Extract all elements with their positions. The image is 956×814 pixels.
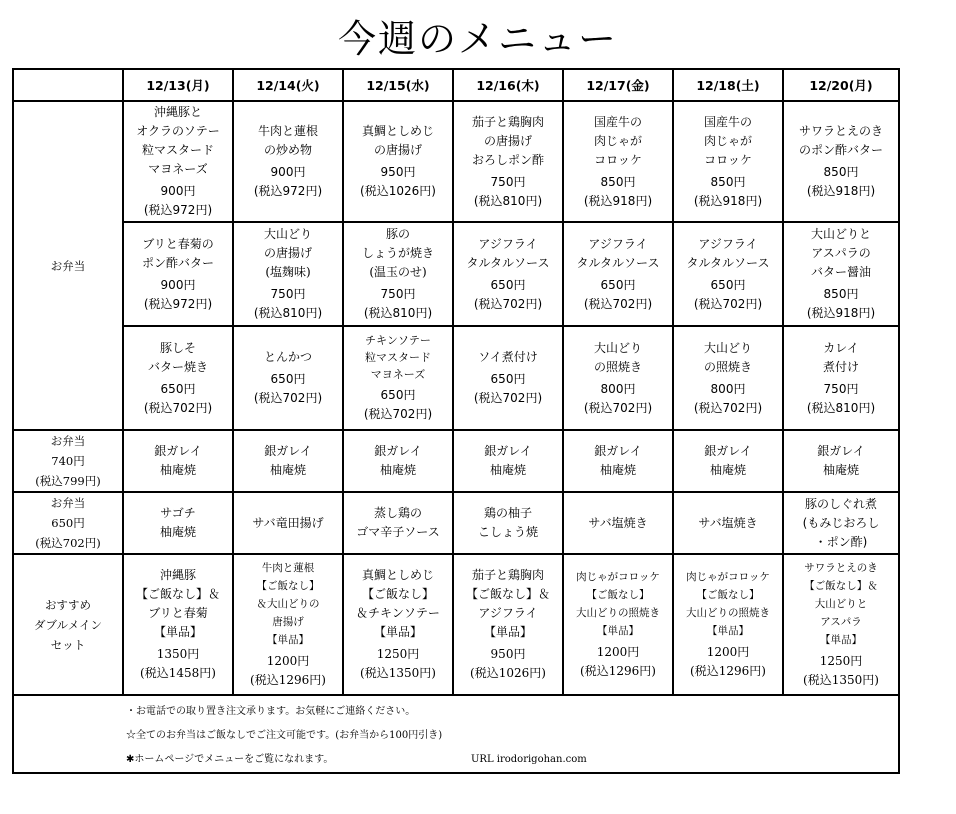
menu-cell xyxy=(343,326,453,430)
dish-name: 蒸し鶏の xyxy=(373,506,422,520)
label-line: (税込799円) xyxy=(35,474,101,488)
price: 900円 xyxy=(270,165,306,179)
date-header: 12/14(火) xyxy=(233,69,343,101)
dish-name: 真鯛としめじ xyxy=(361,124,434,138)
dish-name: のポン酢バター xyxy=(798,143,883,157)
dish-name: 沖縄豚 xyxy=(159,568,196,582)
dish-name: 銀ガレイ xyxy=(374,444,422,458)
dish-name: 国産牛の xyxy=(593,114,642,129)
price: 950円 xyxy=(490,647,526,661)
menu-cell xyxy=(233,326,343,430)
price-with-tax: (税込810円) xyxy=(806,400,876,415)
price: 650円 xyxy=(490,372,526,386)
dish-name: アスパラの xyxy=(811,246,871,260)
label-line: おすすめ xyxy=(44,597,92,612)
dish-name: 大山どり xyxy=(593,340,642,355)
dish-name: 豚のしぐれ煮 xyxy=(804,496,877,511)
double-main-label xyxy=(13,554,123,695)
dish-name: 真鯛としめじ xyxy=(361,568,434,582)
menu-cell xyxy=(233,554,343,695)
price: 650円 xyxy=(710,277,746,292)
dish-name: (もみじおろし xyxy=(802,515,880,530)
dish-name: 【ご飯なし】 xyxy=(256,580,320,592)
dish-name: 鶏の柚子 xyxy=(483,506,532,520)
dish-name: タルタルソース xyxy=(576,255,660,270)
dish-name: バター焼き xyxy=(147,359,208,374)
dish-name: 肉じゃがコロッケ xyxy=(576,571,660,583)
dish-name: 柚庵焼 xyxy=(379,463,416,477)
dish-name: 銀ガレイ xyxy=(484,444,532,458)
label-line: 740円 xyxy=(51,454,85,468)
menu-cell xyxy=(453,554,563,695)
price: 800円 xyxy=(710,381,746,396)
price-with-tax: (税込1026円) xyxy=(360,184,436,198)
notes-row xyxy=(13,695,899,773)
dish-name: マヨネーズ xyxy=(370,368,426,381)
dish-name: 大山どりの照焼き xyxy=(686,607,770,619)
dish-name: 銀ガレイ xyxy=(817,444,865,458)
price-with-tax: (税込702円) xyxy=(473,296,543,311)
note-line xyxy=(126,748,898,772)
menu-cell xyxy=(673,492,783,554)
note-text: ✱ホームページでメニューをご覧になれます。 xyxy=(126,754,334,765)
label-line: ダブルメイン xyxy=(34,617,102,632)
label-line: お弁当 xyxy=(50,434,86,448)
dish-name: 煮付け xyxy=(822,359,859,374)
price-with-tax: (税込702円) xyxy=(693,296,763,311)
price: 800円 xyxy=(600,381,636,396)
price: 850円 xyxy=(710,174,746,189)
dish-name: 沖縄豚と xyxy=(153,105,202,119)
price-with-tax: (税込972円) xyxy=(253,184,323,198)
menu-cell xyxy=(343,222,453,326)
price-with-tax: (税込1296円) xyxy=(690,664,766,678)
price: 1200円 xyxy=(266,654,310,668)
price-with-tax: (税込702円) xyxy=(363,407,433,421)
dish-name: 柚庵焼 xyxy=(709,463,746,477)
dish-name: ＆チキンソテー xyxy=(356,606,440,620)
menu-cell xyxy=(453,492,563,554)
dish-name: 【単品】 xyxy=(267,634,309,646)
bento-row xyxy=(13,326,899,430)
dish-name: (塩麹味) xyxy=(265,265,311,279)
label-line: 650円 xyxy=(51,516,85,530)
dish-name: 【ご飯なし】 xyxy=(586,589,650,601)
price-with-tax: (税込702円) xyxy=(143,400,213,415)
dish-name: コロッケ xyxy=(704,152,752,167)
dish-name: の炒め物 xyxy=(263,143,312,157)
menu-cell xyxy=(673,430,783,492)
bento-740-row-label xyxy=(13,430,123,492)
menu-cell xyxy=(453,101,563,222)
price-with-tax: (税込810円) xyxy=(363,306,433,320)
dish-name: の照焼き xyxy=(593,359,642,374)
price: 850円 xyxy=(823,287,859,301)
dish-name: 【ご飯なし】＆ xyxy=(804,580,878,592)
dish-name: の照焼き xyxy=(703,359,752,374)
price-with-tax: (税込1026円) xyxy=(470,666,546,680)
dish-name: 茄子と鶏胸肉 xyxy=(471,568,544,582)
dish-name: 肉じゃが xyxy=(593,133,642,148)
dish-name: サバ塩焼き xyxy=(588,515,648,530)
menu-cell xyxy=(563,222,673,326)
price-with-tax: (税込810円) xyxy=(473,193,543,208)
price: 1250円 xyxy=(819,654,863,668)
dish-name: 柚庵焼 xyxy=(822,463,859,477)
menu-cell xyxy=(783,222,899,326)
dish-name: 【ご飯なし】＆ xyxy=(135,587,220,601)
price-with-tax: (税込918円) xyxy=(806,306,876,320)
menu-cell xyxy=(563,492,673,554)
price: 1200円 xyxy=(706,645,750,659)
dish-name: 牛肉と蓮根 xyxy=(257,124,318,138)
price: 1200円 xyxy=(596,645,640,659)
dish-name: 銀ガレイ xyxy=(594,444,642,458)
price: 750円 xyxy=(823,381,859,396)
dish-name: 銀ガレイ xyxy=(154,444,202,458)
date-header: 12/13(月) xyxy=(123,69,233,101)
dish-name: ＆大山どりの xyxy=(256,598,320,610)
dish-name: 大山どり xyxy=(263,227,312,241)
price: 1350円 xyxy=(156,647,200,661)
dish-name: ・ポン酢) xyxy=(814,534,868,549)
dish-name: 大山どりと xyxy=(810,227,871,241)
dish-name: の唐揚げ xyxy=(483,133,532,148)
price-with-tax: (税込1296円) xyxy=(250,673,326,687)
dish-name: 【ご飯なし】＆ xyxy=(465,587,550,601)
menu-cell xyxy=(123,326,233,430)
dish-name: サゴチ xyxy=(160,506,196,520)
menu-cell xyxy=(563,554,673,695)
price: 750円 xyxy=(490,174,526,189)
price-with-tax: (税込972円) xyxy=(143,296,213,311)
dish-name: の唐揚げ xyxy=(263,246,312,260)
menu-cell xyxy=(343,554,453,695)
menu-cell xyxy=(563,430,673,492)
dish-name: 柚庵焼 xyxy=(269,463,306,477)
price-with-tax: (税込1350円) xyxy=(360,666,436,680)
price: 900円 xyxy=(160,277,196,292)
price: 750円 xyxy=(380,287,416,301)
price-with-tax: (税込702円) xyxy=(693,400,763,415)
dish-name: サバ塩焼き xyxy=(698,515,758,530)
price-with-tax: (税込1458円) xyxy=(140,666,216,680)
menu-cell xyxy=(673,222,783,326)
dish-name: オクラのソテー xyxy=(136,124,220,138)
price: 650円 xyxy=(490,277,526,292)
bento-650-row xyxy=(13,492,899,554)
menu-cell xyxy=(453,326,563,430)
price-with-tax: (税込702円) xyxy=(583,400,653,415)
menu-cell xyxy=(563,101,673,222)
price: 950円 xyxy=(380,165,416,179)
dish-name: 肉じゃが xyxy=(703,133,752,148)
dish-name: 牛肉と蓮根 xyxy=(261,562,315,574)
price-with-tax: (税込918円) xyxy=(806,184,876,198)
label-line: (税込702円) xyxy=(35,536,101,550)
menu-cell xyxy=(783,326,899,430)
bento-row xyxy=(13,101,899,222)
dish-name: 大山どりと xyxy=(814,598,868,610)
menu-cell xyxy=(233,101,343,222)
dish-name: サバ竜田揚げ xyxy=(252,515,324,530)
dish-name: 大山どり xyxy=(703,340,752,355)
price-with-tax: (税込702円) xyxy=(583,296,653,311)
dish-name: 【単品】 xyxy=(153,625,202,639)
dish-name: コロッケ xyxy=(594,152,642,167)
dish-name: 国産牛の xyxy=(703,114,752,129)
dish-name: 柚庵焼 xyxy=(159,463,196,477)
menu-cell xyxy=(453,430,563,492)
menu-cell xyxy=(673,554,783,695)
price-with-tax: (税込918円) xyxy=(693,193,763,208)
dish-name: こしょう焼 xyxy=(477,525,538,539)
price: 850円 xyxy=(823,165,859,179)
dish-name: ポン酢バター xyxy=(141,255,214,270)
menu-cell xyxy=(233,430,343,492)
dish-name: ソイ煮付け xyxy=(478,350,538,364)
dish-name: 【ご飯なし】 xyxy=(696,589,760,601)
dish-name: アジフライ xyxy=(478,236,538,251)
dish-name: 【単品】 xyxy=(373,625,422,639)
date-header: 12/18(土) xyxy=(673,69,783,101)
price-with-tax: (税込702円) xyxy=(253,391,323,405)
dish-name: 【単品】 xyxy=(597,625,639,637)
menu-cell xyxy=(123,101,233,222)
dish-name: 【単品】 xyxy=(820,634,862,646)
date-header: 12/17(金) xyxy=(563,69,673,101)
price-with-tax: (税込972円) xyxy=(143,203,213,217)
dish-name: おろしポン酢 xyxy=(471,152,544,167)
label-line: お弁当 xyxy=(50,496,86,510)
dish-name: バター醤油 xyxy=(810,265,871,279)
dish-name: (温玉のせ) xyxy=(369,265,427,279)
dish-name: とんかつ xyxy=(263,350,312,364)
date-header: 12/16(木) xyxy=(453,69,563,101)
note-line: ☆全てのお弁当はご飯なしでご注文可能です。(お弁当から100円引き) xyxy=(126,730,443,741)
menu-cell xyxy=(673,326,783,430)
dish-name: ブリと春菊の xyxy=(142,236,214,251)
weekly-menu-table xyxy=(12,68,900,774)
price-with-tax: (税込1350円) xyxy=(803,673,879,687)
dish-name: アジフライ xyxy=(478,606,538,620)
dish-name: アジフライ xyxy=(588,236,648,251)
corner-cell xyxy=(13,69,123,101)
menu-cell xyxy=(673,101,783,222)
bento-740-row xyxy=(13,430,899,492)
dish-name: アジフライ xyxy=(698,236,758,251)
menu-cell xyxy=(563,326,673,430)
dish-name: サワラとえのき xyxy=(798,124,883,138)
date-header-row xyxy=(13,69,899,101)
date-header: 12/15(水) xyxy=(343,69,453,101)
dish-name: の唐揚げ xyxy=(373,143,422,157)
dish-name: 柚庵焼 xyxy=(489,463,526,477)
dish-name: ゴマ辛子ソース xyxy=(356,525,440,539)
label-line: セット xyxy=(50,637,86,652)
dish-name: 柚庵焼 xyxy=(159,525,196,539)
dish-name: サワラとえのき xyxy=(804,562,878,574)
note-line: ・お電話での取り置き注文承ります。お気軽にご連絡ください。 xyxy=(126,706,416,717)
menu-cell xyxy=(343,430,453,492)
dish-name: 唐揚げ xyxy=(272,616,304,628)
price: 650円 xyxy=(600,277,636,292)
dish-name: 粒マスタード xyxy=(141,143,214,157)
dish-name: ブリと春菊 xyxy=(148,606,208,620)
dish-name: タルタルソース xyxy=(466,255,550,270)
menu-cell xyxy=(783,492,899,554)
dish-name: アスパラ xyxy=(820,616,862,628)
dish-name: 粒マスタード xyxy=(365,351,431,364)
price-with-tax: (税込702円) xyxy=(473,391,543,405)
price: 650円 xyxy=(160,381,196,396)
bento-650-row-label xyxy=(13,492,123,554)
date-header: 12/20(月) xyxy=(783,69,899,101)
dish-name: 肉じゃがコロッケ xyxy=(686,571,770,583)
menu-cell xyxy=(343,101,453,222)
dish-name: 【単品】 xyxy=(707,625,749,637)
menu-cell xyxy=(343,492,453,554)
dish-name: 【単品】 xyxy=(483,625,532,639)
menu-cell xyxy=(123,222,233,326)
page-title: 今週のメニュー xyxy=(337,17,618,61)
menu-cell xyxy=(123,430,233,492)
dish-name: マヨネーズ xyxy=(148,162,208,176)
menu-cell xyxy=(123,554,233,695)
menu-cell xyxy=(123,492,233,554)
dish-name: チキンソテー xyxy=(365,334,431,347)
menu-cell xyxy=(783,430,899,492)
dish-name: 大山どりの照焼き xyxy=(576,607,660,619)
dish-name: 銀ガレイ xyxy=(264,444,312,458)
dish-name: カレイ xyxy=(823,340,859,355)
price: 650円 xyxy=(270,372,306,386)
price-with-tax: (税込1296円) xyxy=(580,664,656,678)
menu-cell xyxy=(453,222,563,326)
bento-row xyxy=(13,222,899,326)
bento-label: お弁当 xyxy=(13,101,123,430)
price: 850円 xyxy=(600,174,636,189)
menu-cell xyxy=(233,492,343,554)
dish-name: 豚しそ xyxy=(159,340,196,355)
dish-name: 【ご飯なし】 xyxy=(361,587,434,601)
double-main-row xyxy=(13,554,899,695)
dish-name: 茄子と鶏胸肉 xyxy=(471,114,544,129)
notes xyxy=(13,695,899,773)
dish-name: 豚の xyxy=(385,227,410,241)
dish-name: 柚庵焼 xyxy=(599,463,636,477)
dish-name: しょうが焼き xyxy=(361,246,434,260)
price: 750円 xyxy=(270,287,306,301)
price: 1250円 xyxy=(376,647,420,661)
website-url[interactable]: URL irodorigohan.com xyxy=(471,754,587,765)
price-with-tax: (税込918円) xyxy=(583,193,653,208)
dish-name: タルタルソース xyxy=(686,255,770,270)
price-with-tax: (税込810円) xyxy=(253,306,323,320)
menu-cell xyxy=(783,101,899,222)
menu-cell xyxy=(233,222,343,326)
dish-name: 銀ガレイ xyxy=(704,444,752,458)
price: 650円 xyxy=(380,388,416,402)
menu-cell xyxy=(783,554,899,695)
price: 900円 xyxy=(160,184,196,198)
